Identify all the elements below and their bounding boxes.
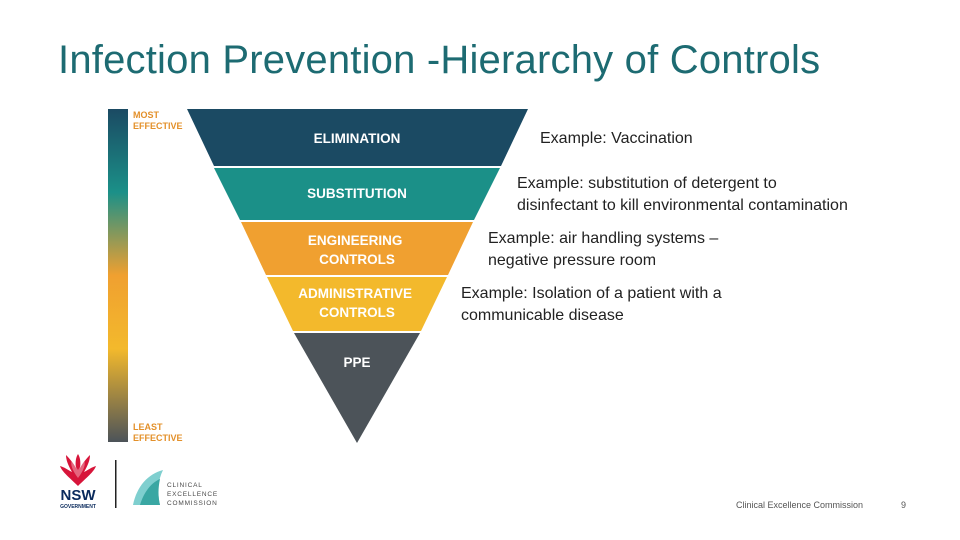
logo-divider: [115, 460, 117, 508]
engineering-controls-label: ENGINEERING CONTROLS: [307, 233, 403, 267]
most-effective-label: MOST EFFECTIVE: [133, 110, 183, 131]
footer-organization: Clinical Excellence Commission: [736, 500, 864, 510]
nsw-government-logo: [60, 454, 96, 510]
example-engineering: Example: air handling systems – negative pressure room: [488, 230, 719, 269]
substitution-label: SUBSTITUTION: [307, 186, 407, 201]
administrative-controls-label: ADMINISTRATIVE CONTROLS: [298, 286, 412, 320]
example-substitution: Example: substitution of detergent to disinfectant to kill environmental contamination: [517, 175, 848, 214]
waratah-flower-icon: [60, 454, 96, 486]
slide-title: Infection Prevention -Hierarchy of Controls: [58, 38, 821, 82]
nsw-government-wordmark: GOVERNMENT: [60, 504, 96, 510]
example-vaccination: Example: Vaccination: [540, 130, 693, 147]
page-number: 9: [901, 500, 907, 510]
effectiveness-scale-bar: [108, 109, 128, 442]
cec-wordmark: CLINICAL EXCELLENCE COMMISSION: [167, 482, 218, 507]
elimination-label: ELIMINATION: [313, 131, 401, 146]
ppe-band: [294, 333, 420, 443]
nsw-wordmark: NSW: [60, 487, 96, 504]
least-effective-label: LEAST EFFECTIVE: [133, 422, 183, 443]
example-administrative: Example: Isolation of a patient with a communicable disease: [461, 285, 722, 324]
engineering-controls-band: [241, 222, 473, 275]
ppe-label: PPE: [343, 355, 371, 370]
cec-logo: [133, 470, 221, 507]
